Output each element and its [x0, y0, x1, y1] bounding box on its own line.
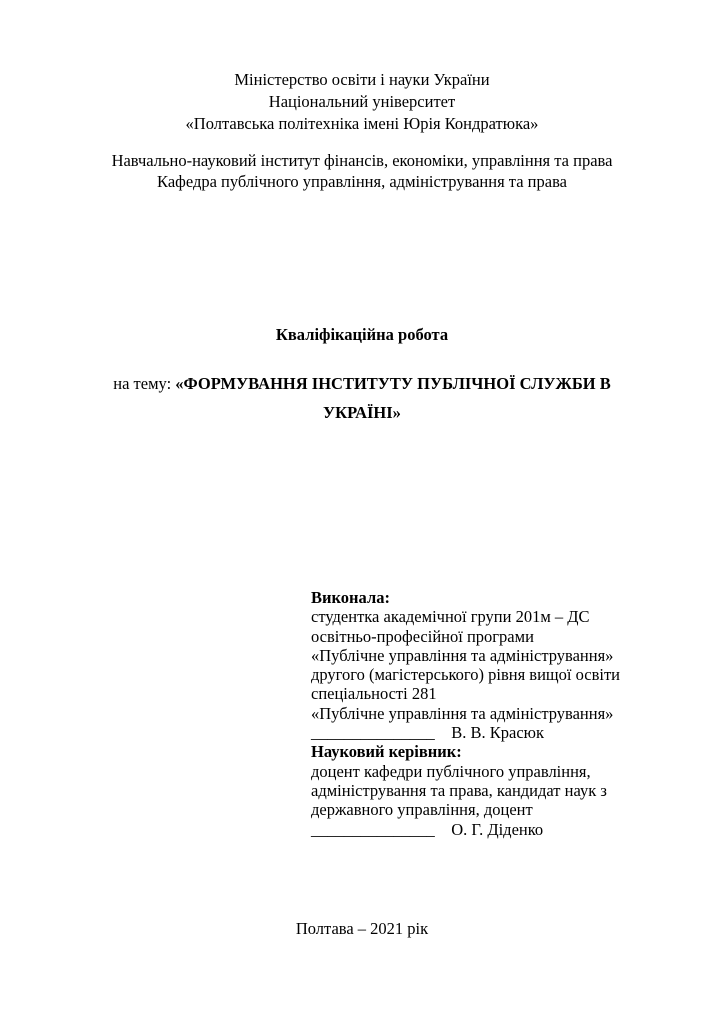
author-line: спеціальності 281 — [311, 684, 437, 704]
supervisor-line: державного управління, доцент — [311, 800, 533, 820]
author-line: «Публічне управління та адміністрування» — [311, 645, 614, 665]
author-line: освітньо-професійної програми — [311, 626, 534, 646]
topic-title-part-2: УКРАЇНІ» — [323, 403, 401, 422]
university-type-line: Національний університет — [268, 92, 456, 111]
supervisor-signature-blank: _______________ — [311, 819, 435, 839]
author-supervisor-block — [311, 588, 711, 839]
topic-title-part-1: «ФОРМУВАННЯ ІНСТИТУТУ ПУБЛІЧНОЇ СЛУЖБИ В — [175, 374, 611, 393]
supervisor-label: Науковий керівник: — [311, 742, 462, 762]
institute-line: Навчально-науковий інститут фінансів, економіки, управління та права — [111, 151, 613, 170]
city-year: Полтава – 2021 рік — [295, 919, 429, 938]
author-line: «Публічне управління та адміністрування» — [311, 703, 614, 723]
supervisor-line: адміністрування та права, кандидат наук з — [311, 780, 607, 800]
author-signature-blank: _______________ — [311, 723, 435, 743]
topic-prefix: на тему: — [113, 374, 176, 393]
author-signature-line — [311, 723, 711, 742]
author-line: студентка академічної групи 201м – ДС — [311, 607, 590, 627]
supervisor-signature-line — [311, 820, 711, 839]
work-title: Кваліфікаційна робота — [275, 325, 449, 344]
ministry-line: Міністерство освіти і науки України — [234, 70, 490, 89]
author-line: другого (магістерського) рівня вищої освіти — [311, 665, 620, 685]
topic-line-1 — [0, 373, 724, 395]
author-name: В. В. Красюк — [451, 723, 545, 743]
department-line: Кафедра публічного управління, адміністрування та права — [157, 172, 567, 191]
university-name-line: «Полтавська політехніка імені Юрія Кондратюка» — [185, 114, 539, 133]
author-label: Виконала: — [311, 588, 390, 607]
supervisor-name: О. Г. Діденко — [451, 819, 544, 839]
supervisor-line: доцент кафедри публічного управління, — [311, 761, 591, 781]
